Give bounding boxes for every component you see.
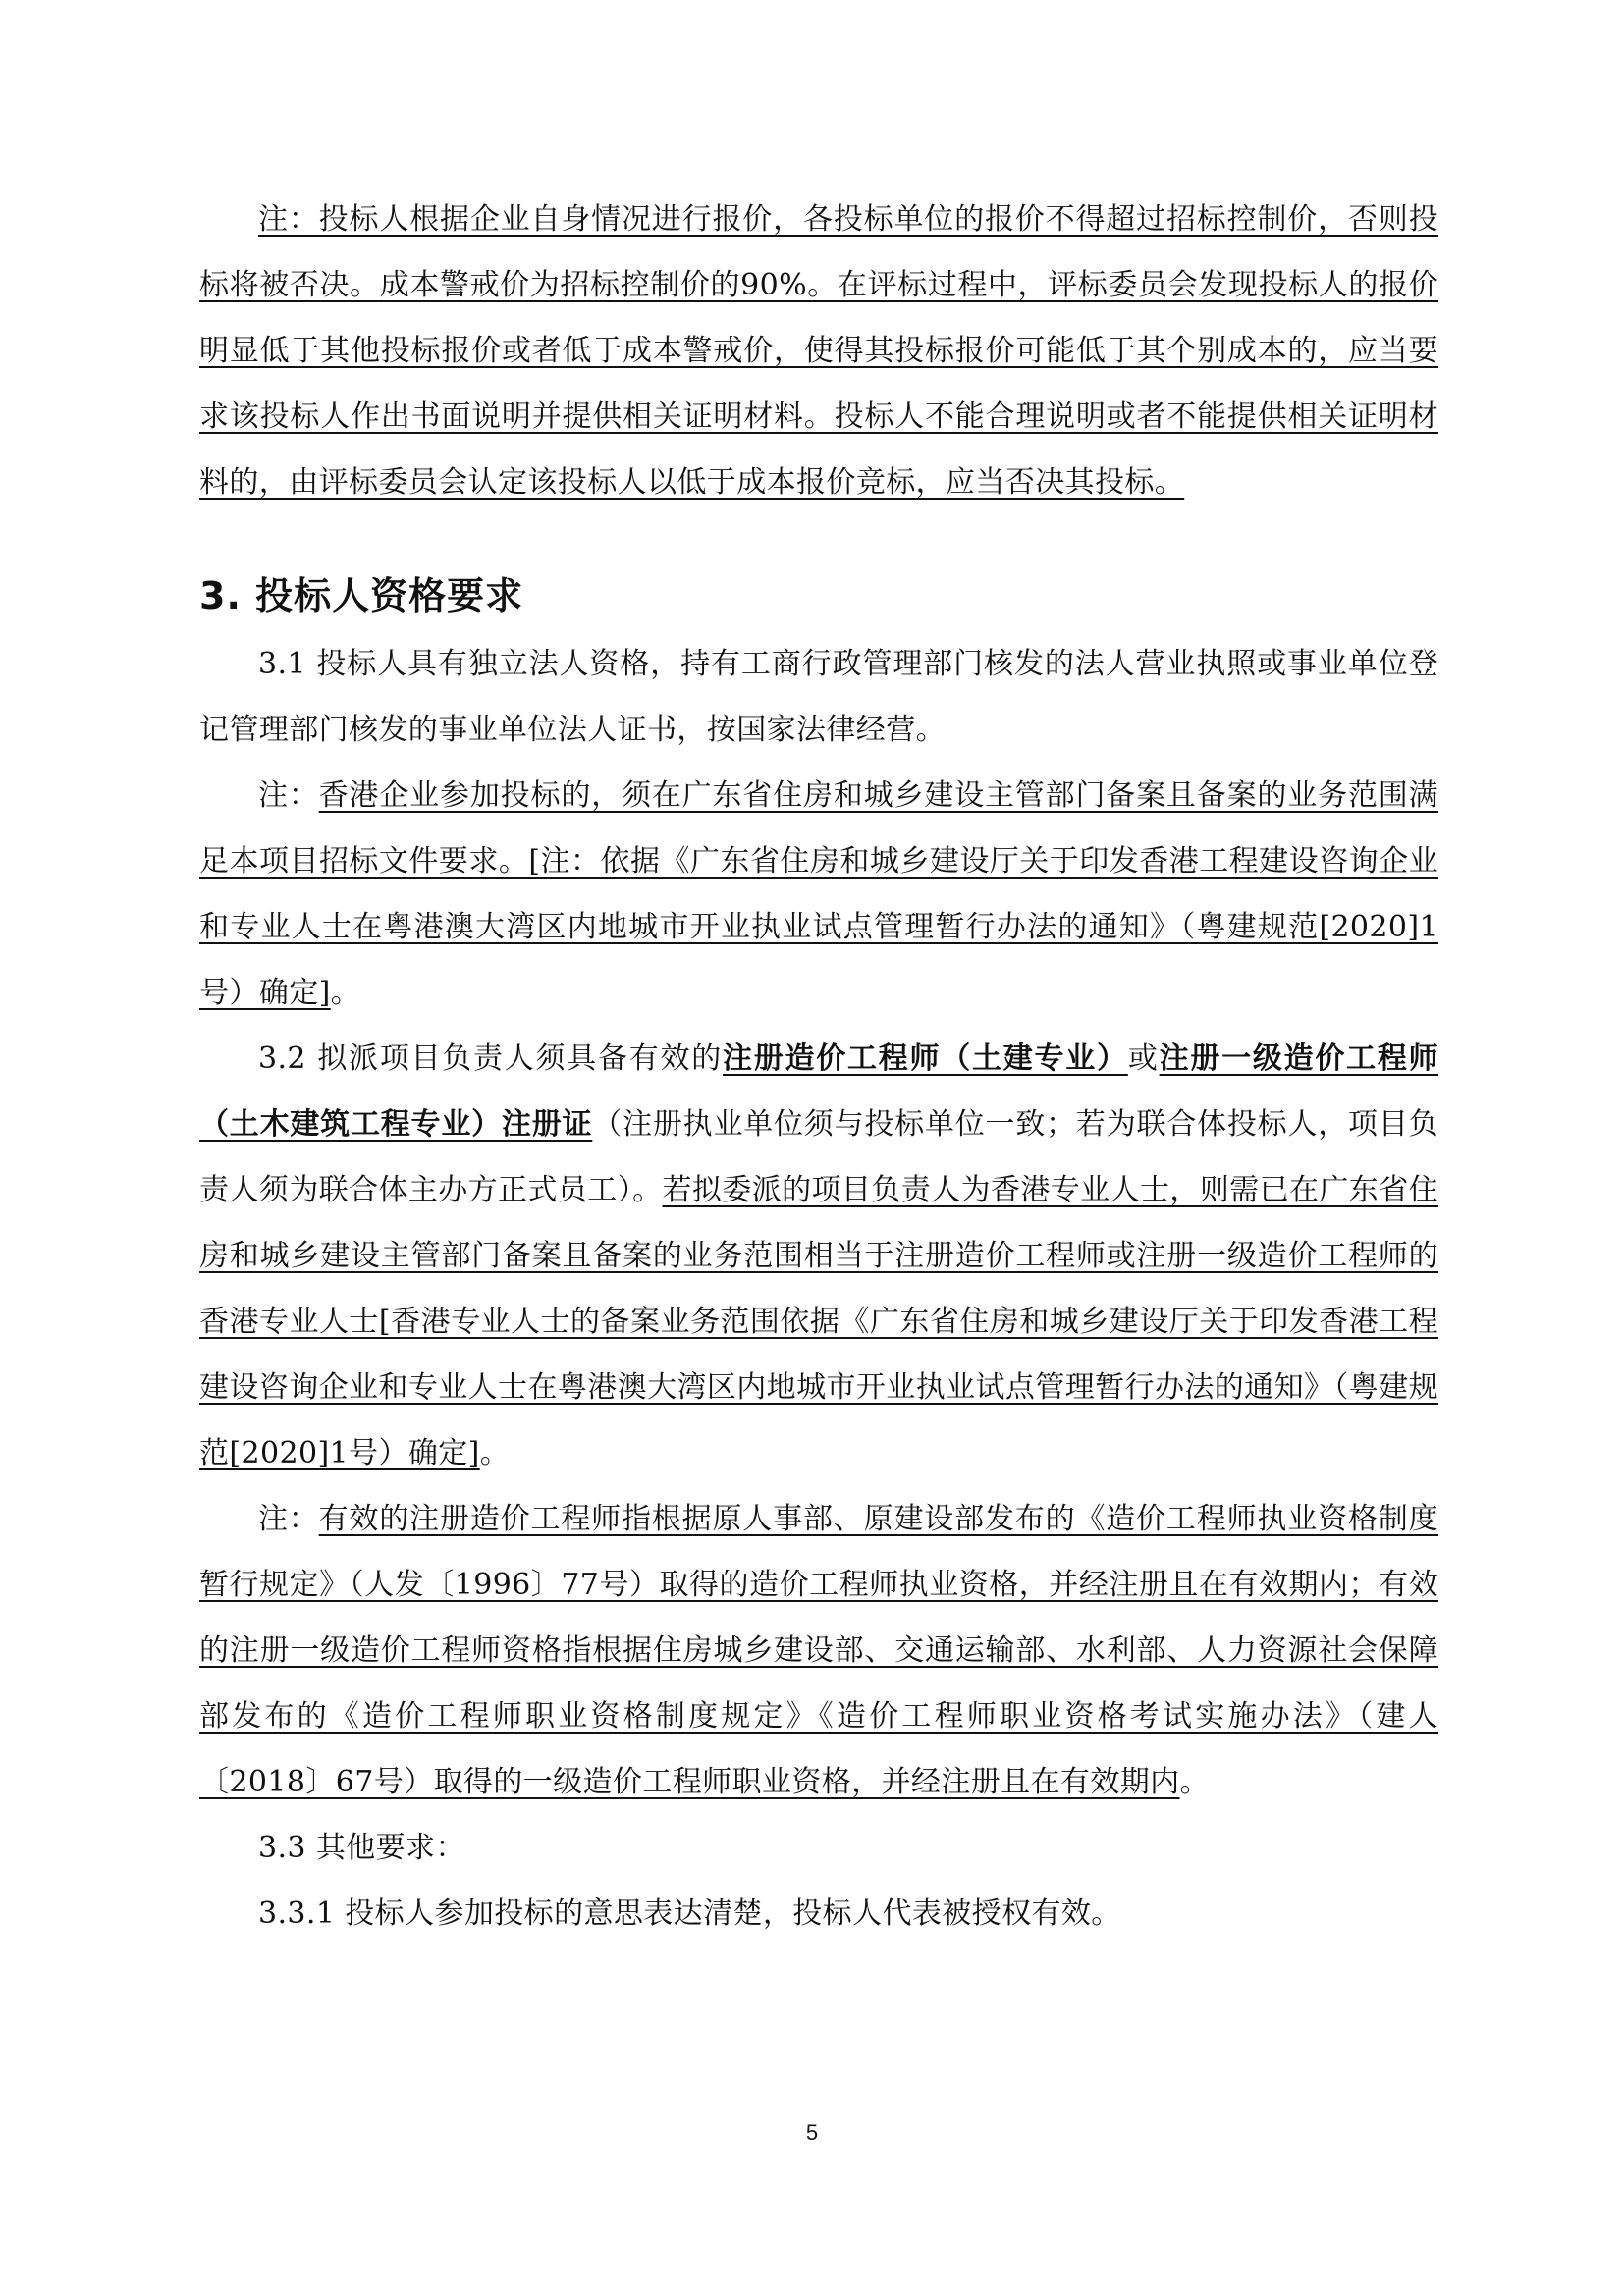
note-prefix: 注： xyxy=(258,778,319,813)
note-valid-engineer xyxy=(199,1486,1438,1815)
clause-3-3: 3.3 其他要求： xyxy=(258,1831,465,1865)
spacer xyxy=(199,515,1438,566)
clause-bold-qualification-1: 注册造价工程师（土建专业） xyxy=(723,1041,1128,1076)
clause-mid: （注册执业单位须与投标单位一致；若为联合体投标人，项目负责人须为联合体主办方正式员工）。 xyxy=(199,1107,1439,1207)
clause-suffix: 。 xyxy=(479,1436,511,1470)
clause-lead: 3.2 拟派项目负责人须具备有效的 xyxy=(258,1041,723,1076)
note-hong-kong-enterprise xyxy=(199,763,1438,1026)
section-heading: 3. 投标人资格要求 xyxy=(199,574,524,617)
clause-or: 或 xyxy=(1127,1041,1160,1076)
note-suffix: 。 xyxy=(330,976,361,1010)
clause-bold-qualification-2: 注册一级造价工程师（土木建筑工程专业）注册证 xyxy=(199,1041,1439,1142)
page-content xyxy=(199,187,1438,1947)
clause-3-3-1: 3.3.1 投标人参加投标的意思表达清楚，投标人代表被授权有效。 xyxy=(258,1896,1121,1931)
note-underlined-text: 香港企业参加投标的，须在广东省住房和城乡建设主管部门备案且备案的业务范围满足本项目招标文件要求。[注：依据《广东省住房和城乡建设厅关于印发香港工程建设咨询企业和专业人士在粤港澳大湾区内地城市开业执业试点管理暂行办法的通知》（粤建规范[2020]1号）确定] xyxy=(199,778,1438,1010)
note-prefix: 注： xyxy=(258,1502,319,1536)
clause-3-2 xyxy=(199,1026,1438,1486)
note-suffix: 。 xyxy=(1179,1765,1210,1799)
clause-underlined-text: 若拟委派的项目负责人为香港专业人士，则需已在广东省住房和城乡建设主管部门备案且备案的业务范围相当于注册造价工程师或注册一级造价工程师的香港专业人士[香港专业人士的备案业务范围依据《广东省住房和城乡建设厅关于印发香港工程建设咨询企业和专业人士在粤港澳大湾区内地城市开业执业试点管理暂行办法的通知》（粤建规范[2020]1号）确定] xyxy=(199,1173,1438,1470)
page-number: 5 xyxy=(805,2120,819,2145)
note-underlined-text: 有效的注册造价工程师指根据原人事部、原建设部发布的《造价工程师执业资格制度暂行规定》（人发〔1996〕77号）取得的造价工程师执业资格，并经注册且在有效期内；有效的注册一级造价工程师资格指根据住房城乡建设部、交通运输部、水利部、人力资源社会保障部发布的《造价工程师职业资格制度规定》《造价工程师职业资格考试实施办法》（建人〔2018〕67号）取得的一级造价工程师职业资格，并经注册且在有效期内 xyxy=(199,1502,1438,1799)
clause-3-1: 3.1 投标人具有独立法人资格，持有工商行政管理部门核发的法人营业执照或事业单位登记管理部门核发的事业单位法人证书，按国家法律经营。 xyxy=(199,647,1438,747)
note-bid-price: 注：投标人根据企业自身情况进行报价，各投标单位的报价不得超过招标控制价，否则投标将被否决。成本警戒价为招标控制价的90%。在评标过程中，评标委员会发现投标人的报价明显低于其他投标报价或者低于成本警戒价，使得其投标报价可能低于其个别成本的，应当要求该投标人作出书面说明并提供相关证明材料。投标人不能合理说明或者不能提供相关证明材料的，由评标委员会认定该投标人以低于成本报价竞标，应当否决其投标。 xyxy=(199,202,1438,500)
